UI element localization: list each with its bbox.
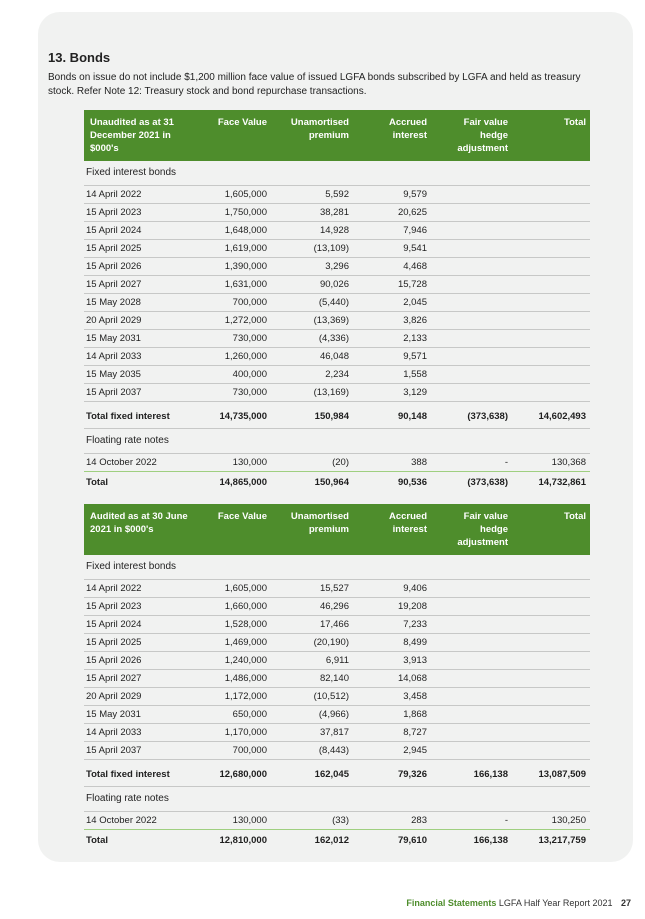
cell-total: 130,368 [512, 454, 590, 472]
footer-section-label: Financial Statements [406, 898, 497, 908]
cell-accrued: 2,945 [353, 742, 431, 760]
cell-premium: 38,281 [271, 204, 353, 222]
table-row [84, 204, 590, 222]
cell-face: 1,605,000 [194, 580, 271, 598]
cell-face: 730,000 [194, 384, 271, 402]
cell-face: 130,000 [194, 812, 271, 830]
cell-face: 1,170,000 [194, 724, 271, 742]
table-row [84, 472, 590, 495]
row-label: 15 May 2028 [84, 294, 194, 312]
cell-accrued: 8,499 [353, 634, 431, 652]
cell-face: 12,680,000 [194, 760, 271, 787]
cell-face: 1,390,000 [194, 258, 271, 276]
table-row [84, 634, 590, 652]
table-row [84, 222, 590, 240]
cell-premium: (20,190) [271, 634, 353, 652]
cell-total [512, 348, 590, 366]
cell-face: 650,000 [194, 706, 271, 724]
cell-face: 1,660,000 [194, 598, 271, 616]
row-label: Total [84, 472, 194, 495]
cell-hedge: 166,138 [431, 830, 512, 853]
cell-accrued: 2,045 [353, 294, 431, 312]
table-header-row [84, 504, 590, 555]
cell-premium: 150,984 [271, 402, 353, 429]
cell-total: 13,217,759 [512, 830, 590, 853]
cell-accrued: 90,148 [353, 402, 431, 429]
table-header-row [84, 110, 590, 161]
cell-hedge: - [431, 812, 512, 830]
table-period-header: Audited as at 30 June 2021 in $000's [84, 504, 194, 555]
cell-total [512, 240, 590, 258]
table-row [84, 652, 590, 670]
cell-accrued: 79,610 [353, 830, 431, 853]
table-row [84, 760, 590, 787]
table-row [84, 742, 590, 760]
cell-hedge [431, 724, 512, 742]
cell-hedge [431, 222, 512, 240]
table-row [84, 348, 590, 366]
cell-face: 730,000 [194, 330, 271, 348]
table-row [84, 706, 590, 724]
cell-hedge [431, 186, 512, 204]
cell-face: 1,260,000 [194, 348, 271, 366]
cell-total [512, 276, 590, 294]
cell-premium: 17,466 [271, 616, 353, 634]
cell-accrued: 3,458 [353, 688, 431, 706]
cell-premium: (13,369) [271, 312, 353, 330]
row-label: 15 April 2025 [84, 634, 194, 652]
cell-hedge: (373,638) [431, 472, 512, 495]
cell-total [512, 742, 590, 760]
cell-accrued: 20,625 [353, 204, 431, 222]
table-row [84, 330, 590, 348]
section-label: Fixed interest bonds [84, 555, 271, 580]
row-label: 14 October 2022 [84, 812, 194, 830]
cell-accrued: 3,913 [353, 652, 431, 670]
cell-total [512, 384, 590, 402]
row-label: 15 April 2023 [84, 598, 194, 616]
section-intro: Bonds on issue do not include $1,200 million face value of issued LGFA bonds subscribed by LGFA and held as treasury stock. Refer Note 12: Treasury stock and bond repurchase transactions. [48, 72, 581, 97]
row-label: 15 April 2026 [84, 258, 194, 276]
row-label: 14 April 2022 [84, 186, 194, 204]
cell-total [512, 616, 590, 634]
table-row [84, 276, 590, 294]
table-row [84, 616, 590, 634]
cell-total [512, 222, 590, 240]
table-row [84, 402, 590, 429]
table-row [84, 830, 590, 853]
bonds-table-june-2021 [84, 504, 590, 852]
cell-hedge [431, 276, 512, 294]
cell-total [512, 724, 590, 742]
row-label: 15 April 2037 [84, 384, 194, 402]
cell-hedge [431, 634, 512, 652]
table-row [84, 670, 590, 688]
table-row [84, 688, 590, 706]
cell-total [512, 366, 590, 384]
row-label: 20 April 2029 [84, 688, 194, 706]
table-row [84, 454, 590, 472]
cell-accrued: 1,868 [353, 706, 431, 724]
cell-face: 1,648,000 [194, 222, 271, 240]
cell-hedge [431, 204, 512, 222]
cell-premium: 2,234 [271, 366, 353, 384]
cell-hedge [431, 688, 512, 706]
column-header: Face Value [194, 110, 271, 161]
table-row [84, 186, 590, 204]
section-row [84, 555, 590, 580]
table-row [84, 294, 590, 312]
footer-report-name: LGFA Half Year Report 2021 [498, 898, 613, 908]
cell-premium: (33) [271, 812, 353, 830]
row-label: 15 April 2027 [84, 276, 194, 294]
cell-premium: (4,336) [271, 330, 353, 348]
cell-premium: 37,817 [271, 724, 353, 742]
cell-total [512, 312, 590, 330]
row-label: 15 April 2037 [84, 742, 194, 760]
row-label: Total fixed interest [84, 760, 194, 787]
cell-premium: 82,140 [271, 670, 353, 688]
cell-face: 700,000 [194, 294, 271, 312]
cell-premium: 14,928 [271, 222, 353, 240]
cell-total [512, 186, 590, 204]
cell-accrued: 3,826 [353, 312, 431, 330]
cell-face: 700,000 [194, 742, 271, 760]
section-label: Fixed interest bonds [84, 161, 271, 186]
table-row [84, 598, 590, 616]
cell-premium: 90,026 [271, 276, 353, 294]
cell-hedge [431, 312, 512, 330]
row-label: 20 April 2029 [84, 312, 194, 330]
cell-total [512, 330, 590, 348]
cell-face: 400,000 [194, 366, 271, 384]
cell-total: 14,602,493 [512, 402, 590, 429]
page-number: 27 [620, 898, 631, 908]
section-title: 13. Bonds [48, 50, 111, 65]
row-label: 15 April 2027 [84, 670, 194, 688]
cell-total: 13,087,509 [512, 760, 590, 787]
cell-accrued: 90,536 [353, 472, 431, 495]
cell-hedge [431, 598, 512, 616]
cell-accrued: 4,468 [353, 258, 431, 276]
cell-accrued: 9,406 [353, 580, 431, 598]
cell-premium: 46,048 [271, 348, 353, 366]
cell-premium: 15,527 [271, 580, 353, 598]
section-label: Floating rate notes [84, 787, 271, 812]
cell-premium: (8,443) [271, 742, 353, 760]
cell-hedge [431, 366, 512, 384]
table-row [84, 580, 590, 598]
cell-accrued: 7,233 [353, 616, 431, 634]
cell-face: 1,605,000 [194, 186, 271, 204]
cell-accrued: 283 [353, 812, 431, 830]
row-label: Total [84, 830, 194, 853]
column-header: Unamortised premium [271, 110, 353, 161]
cell-accrued: 2,133 [353, 330, 431, 348]
cell-total: 14,732,861 [512, 472, 590, 495]
cell-premium: 162,012 [271, 830, 353, 853]
table-period-header: Unaudited as at 31 December 2021 in $000's [84, 110, 194, 161]
cell-hedge [431, 258, 512, 276]
cell-premium: (5,440) [271, 294, 353, 312]
row-label: 15 April 2024 [84, 616, 194, 634]
cell-face: 12,810,000 [194, 830, 271, 853]
table-row [84, 812, 590, 830]
column-header: Fair value hedge adjustment [431, 504, 512, 555]
cell-accrued: 19,208 [353, 598, 431, 616]
cell-face: 1,486,000 [194, 670, 271, 688]
cell-hedge: - [431, 454, 512, 472]
row-label: 14 April 2022 [84, 580, 194, 598]
cell-accrued: 9,541 [353, 240, 431, 258]
bonds-table-december-2021 [84, 110, 590, 494]
row-label: 14 October 2022 [84, 454, 194, 472]
section-row [84, 429, 590, 454]
cell-face: 1,469,000 [194, 634, 271, 652]
cell-premium: (10,512) [271, 688, 353, 706]
cell-premium: 3,296 [271, 258, 353, 276]
row-label: 15 April 2023 [84, 204, 194, 222]
cell-accrued: 1,558 [353, 366, 431, 384]
cell-accrued: 9,571 [353, 348, 431, 366]
cell-face: 1,619,000 [194, 240, 271, 258]
cell-hedge [431, 240, 512, 258]
cell-accrued: 388 [353, 454, 431, 472]
cell-total [512, 258, 590, 276]
table-row [84, 366, 590, 384]
cell-total [512, 598, 590, 616]
cell-premium: 150,964 [271, 472, 353, 495]
column-header: Total [512, 504, 590, 555]
row-label: Total fixed interest [84, 402, 194, 429]
cell-accrued: 15,728 [353, 276, 431, 294]
column-header: Total [512, 110, 590, 161]
cell-premium: (13,109) [271, 240, 353, 258]
row-label: 15 April 2025 [84, 240, 194, 258]
cell-total [512, 580, 590, 598]
table-row [84, 312, 590, 330]
cell-total [512, 204, 590, 222]
cell-premium: 5,592 [271, 186, 353, 204]
cell-premium: (20) [271, 454, 353, 472]
cell-accrued: 3,129 [353, 384, 431, 402]
column-header: Accrued interest [353, 504, 431, 555]
cell-total [512, 634, 590, 652]
column-header: Fair value hedge adjustment [431, 110, 512, 161]
cell-face: 1,172,000 [194, 688, 271, 706]
row-label: 15 May 2035 [84, 366, 194, 384]
row-label: 14 April 2033 [84, 348, 194, 366]
table-row [84, 724, 590, 742]
cell-hedge [431, 330, 512, 348]
section-label: Floating rate notes [84, 429, 271, 454]
cell-face: 14,865,000 [194, 472, 271, 495]
row-label: 15 May 2031 [84, 706, 194, 724]
table-row [84, 384, 590, 402]
cell-hedge [431, 348, 512, 366]
row-label: 15 May 2031 [84, 330, 194, 348]
cell-hedge [431, 294, 512, 312]
cell-hedge: 166,138 [431, 760, 512, 787]
cell-premium: 162,045 [271, 760, 353, 787]
cell-total [512, 706, 590, 724]
cell-total [512, 294, 590, 312]
cell-hedge [431, 616, 512, 634]
cell-accrued: 9,579 [353, 186, 431, 204]
section-row [84, 161, 590, 186]
row-label: 15 April 2026 [84, 652, 194, 670]
cell-face: 14,735,000 [194, 402, 271, 429]
cell-total [512, 670, 590, 688]
cell-premium: (4,966) [271, 706, 353, 724]
cell-premium: (13,169) [271, 384, 353, 402]
column-header: Accrued interest [353, 110, 431, 161]
cell-accrued: 79,326 [353, 760, 431, 787]
cell-face: 1,272,000 [194, 312, 271, 330]
column-header: Face Value [194, 504, 271, 555]
cell-hedge [431, 384, 512, 402]
cell-hedge [431, 706, 512, 724]
cell-total: 130,250 [512, 812, 590, 830]
table-row [84, 258, 590, 276]
row-label: 14 April 2033 [84, 724, 194, 742]
page-footer [406, 898, 631, 908]
cell-face: 130,000 [194, 454, 271, 472]
cell-accrued: 7,946 [353, 222, 431, 240]
cell-hedge: (373,638) [431, 402, 512, 429]
cell-premium: 46,296 [271, 598, 353, 616]
section-row [84, 787, 590, 812]
cell-hedge [431, 652, 512, 670]
cell-hedge [431, 742, 512, 760]
cell-face: 1,528,000 [194, 616, 271, 634]
cell-total [512, 688, 590, 706]
cell-face: 1,750,000 [194, 204, 271, 222]
cell-accrued: 8,727 [353, 724, 431, 742]
cell-face: 1,631,000 [194, 276, 271, 294]
cell-total [512, 652, 590, 670]
cell-hedge [431, 670, 512, 688]
cell-accrued: 14,068 [353, 670, 431, 688]
cell-hedge [431, 580, 512, 598]
cell-face: 1,240,000 [194, 652, 271, 670]
cell-premium: 6,911 [271, 652, 353, 670]
row-label: 15 April 2024 [84, 222, 194, 240]
table-row [84, 240, 590, 258]
column-header: Unamortised premium [271, 504, 353, 555]
